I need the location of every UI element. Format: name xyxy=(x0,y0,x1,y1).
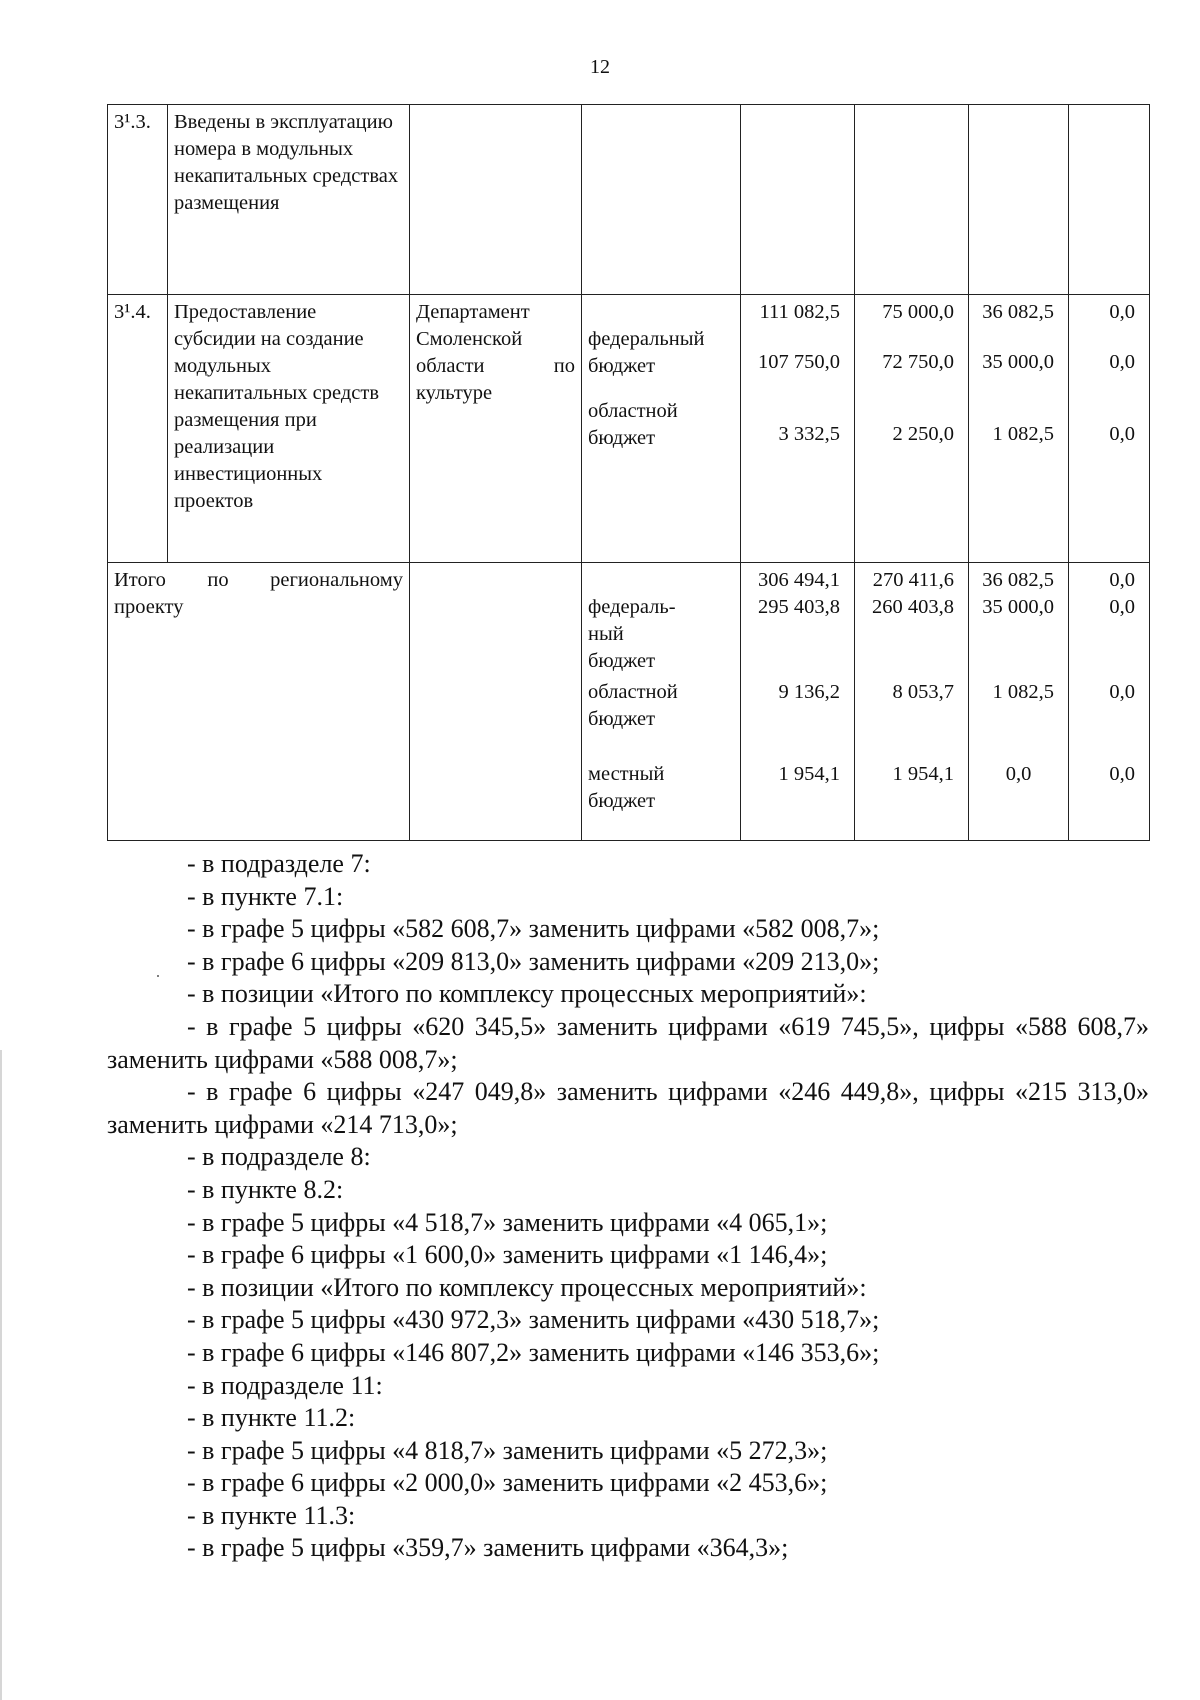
federal-amount: 72 750,0 xyxy=(882,351,954,373)
federal-amount: 260 403,8 xyxy=(872,596,954,618)
executor-cell xyxy=(410,563,582,841)
executor-cell xyxy=(410,105,582,295)
executor-text: Департамент Смоленской области по культуре xyxy=(416,301,575,404)
text-line: - в подразделе 11: xyxy=(187,1370,383,1400)
text-line: - в графе 5 цифры «4 518,7» заменить цифрами «4 065,1»; xyxy=(187,1207,828,1237)
budget-table xyxy=(107,104,1150,841)
source-cell xyxy=(582,295,741,563)
regional-amount: 8 053,7 xyxy=(892,681,954,703)
scan-edge-line xyxy=(0,1050,2,1700)
source-cell xyxy=(582,563,741,841)
regional-amount: 2 250,0 xyxy=(892,423,954,445)
amount-cell xyxy=(969,105,1069,295)
total-amount: 306 494,1 xyxy=(758,569,840,591)
amount-cell xyxy=(1069,563,1150,841)
regional-budget-label: областной бюджет xyxy=(588,681,678,730)
local-amount: 0,0 xyxy=(1005,763,1032,785)
total-amount: 36 082,5 xyxy=(982,301,1054,323)
total-label: Итого по региональному проекту xyxy=(114,569,403,618)
local-amount: 1 954,1 xyxy=(778,763,840,785)
table-row xyxy=(108,295,1150,563)
text-line: - в подразделе 7: xyxy=(187,849,371,878)
amount-cell xyxy=(1069,295,1150,563)
amount-cell xyxy=(741,295,855,563)
row-number: 3¹.3. xyxy=(108,105,168,295)
table-row xyxy=(108,105,1150,295)
amount-cell xyxy=(969,563,1069,841)
federal-amount: 35 000,0 xyxy=(982,596,1054,618)
total-amount: 0,0 xyxy=(1109,569,1135,591)
amount-cell xyxy=(969,295,1069,563)
amendment-text xyxy=(107,848,1149,1565)
source-cell xyxy=(582,105,741,295)
text-line: - в графе 6 цифры «209 813,0» заменить цифрами «209 213,0»; xyxy=(187,946,880,976)
regional-budget-label: областной бюджет xyxy=(588,400,678,449)
text-line: - в графе 6 цифры «1 600,0» заменить цифрами «1 146,4»; xyxy=(187,1240,828,1270)
text-line: - в пункте 8.2: xyxy=(187,1174,344,1204)
row-number: 3¹.4. xyxy=(108,295,168,563)
amount-cell xyxy=(855,295,969,563)
amount-cell xyxy=(741,563,855,841)
total-label-cell xyxy=(108,563,410,841)
total-amount: 111 082,5 xyxy=(759,301,840,323)
regional-amount: 9 136,2 xyxy=(778,681,840,703)
text-line: - в пункте 11.3: xyxy=(187,1500,356,1530)
total-amount: 75 000,0 xyxy=(882,301,954,323)
regional-amount: 1 082,5 xyxy=(992,681,1054,703)
federal-budget-label: федеральный бюджет xyxy=(588,328,705,377)
federal-amount: 0,0 xyxy=(1109,596,1135,618)
total-amount: 36 082,5 xyxy=(982,569,1054,591)
text-line: - в графе 5 цифры «582 608,7» заменить цифрами «582 008,7»; xyxy=(187,914,880,944)
regional-amount: 1 082,5 xyxy=(992,423,1054,445)
federal-amount: 295 403,8 xyxy=(758,596,840,618)
text-line: - в пункте 7.1: xyxy=(187,881,344,911)
row-name: Введены в эксплуатацию номера в модульных некапитальных средствах размещения xyxy=(168,105,410,295)
amount-cell xyxy=(741,105,855,295)
text-line: - в графе 5 цифры «4 818,7» заменить цифрами «5 272,3»; xyxy=(187,1435,828,1465)
text-line: - в графе 5 цифры «359,7» заменить цифрами «364,3»; xyxy=(187,1533,789,1563)
amount-cell xyxy=(855,563,969,841)
table-row-total xyxy=(108,563,1150,841)
regional-amount: 0,0 xyxy=(1109,423,1135,445)
total-amount: 270 411,6 xyxy=(872,569,954,591)
local-budget-label: местный бюджет xyxy=(588,763,665,812)
amount-cell xyxy=(1069,105,1150,295)
text-line: - в позиции «Итого по комплексу процессных мероприятий»: xyxy=(187,1272,867,1302)
local-amount: 0,0 xyxy=(1109,763,1135,785)
amount-cell xyxy=(855,105,969,295)
total-amount: 0,0 xyxy=(1109,301,1135,323)
federal-budget-label: федераль-ный бюджет xyxy=(588,596,676,672)
text-line: - в графе 6 цифры «146 807,2» заменить цифрами «146 353,6»; xyxy=(187,1337,880,1367)
regional-amount: 3 332,5 xyxy=(778,423,840,445)
text-line: - в позиции «Итого по комплексу процессных мероприятий»: xyxy=(187,979,867,1009)
federal-amount: 35 000,0 xyxy=(982,351,1054,373)
text-paragraph: - в графе 5 цифры «620 345,5» заменить цифрами «619 745,5», цифры «588 608,7» заменить цифрами «588 008,7»; xyxy=(107,1011,1149,1074)
page-number: 12 xyxy=(590,56,610,78)
row-name: Предоставление субсидии на создание модульных некапитальных средств размещения при реализации инвестиционных проектов xyxy=(168,295,410,563)
text-paragraph: - в графе 6 цифры «247 049,8» заменить цифрами «246 449,8», цифры «215 313,0» заменить цифрами «214 713,0»; xyxy=(107,1077,1149,1139)
text-line: - в пункте 11.2: xyxy=(187,1403,356,1433)
regional-amount: 0,0 xyxy=(1109,681,1135,703)
federal-amount: 0,0 xyxy=(1109,351,1135,373)
text-line: - в подразделе 8: xyxy=(187,1142,371,1172)
text-line: - в графе 5 цифры «430 972,3» заменить цифрами «430 518,7»; xyxy=(187,1305,880,1335)
local-amount: 1 954,1 xyxy=(892,763,954,785)
executor-cell xyxy=(410,295,582,563)
text-line: - в графе 6 цифры «2 000,0» заменить цифрами «2 453,6»; xyxy=(187,1468,828,1498)
federal-amount: 107 750,0 xyxy=(758,351,840,373)
scan-speck xyxy=(157,975,159,977)
